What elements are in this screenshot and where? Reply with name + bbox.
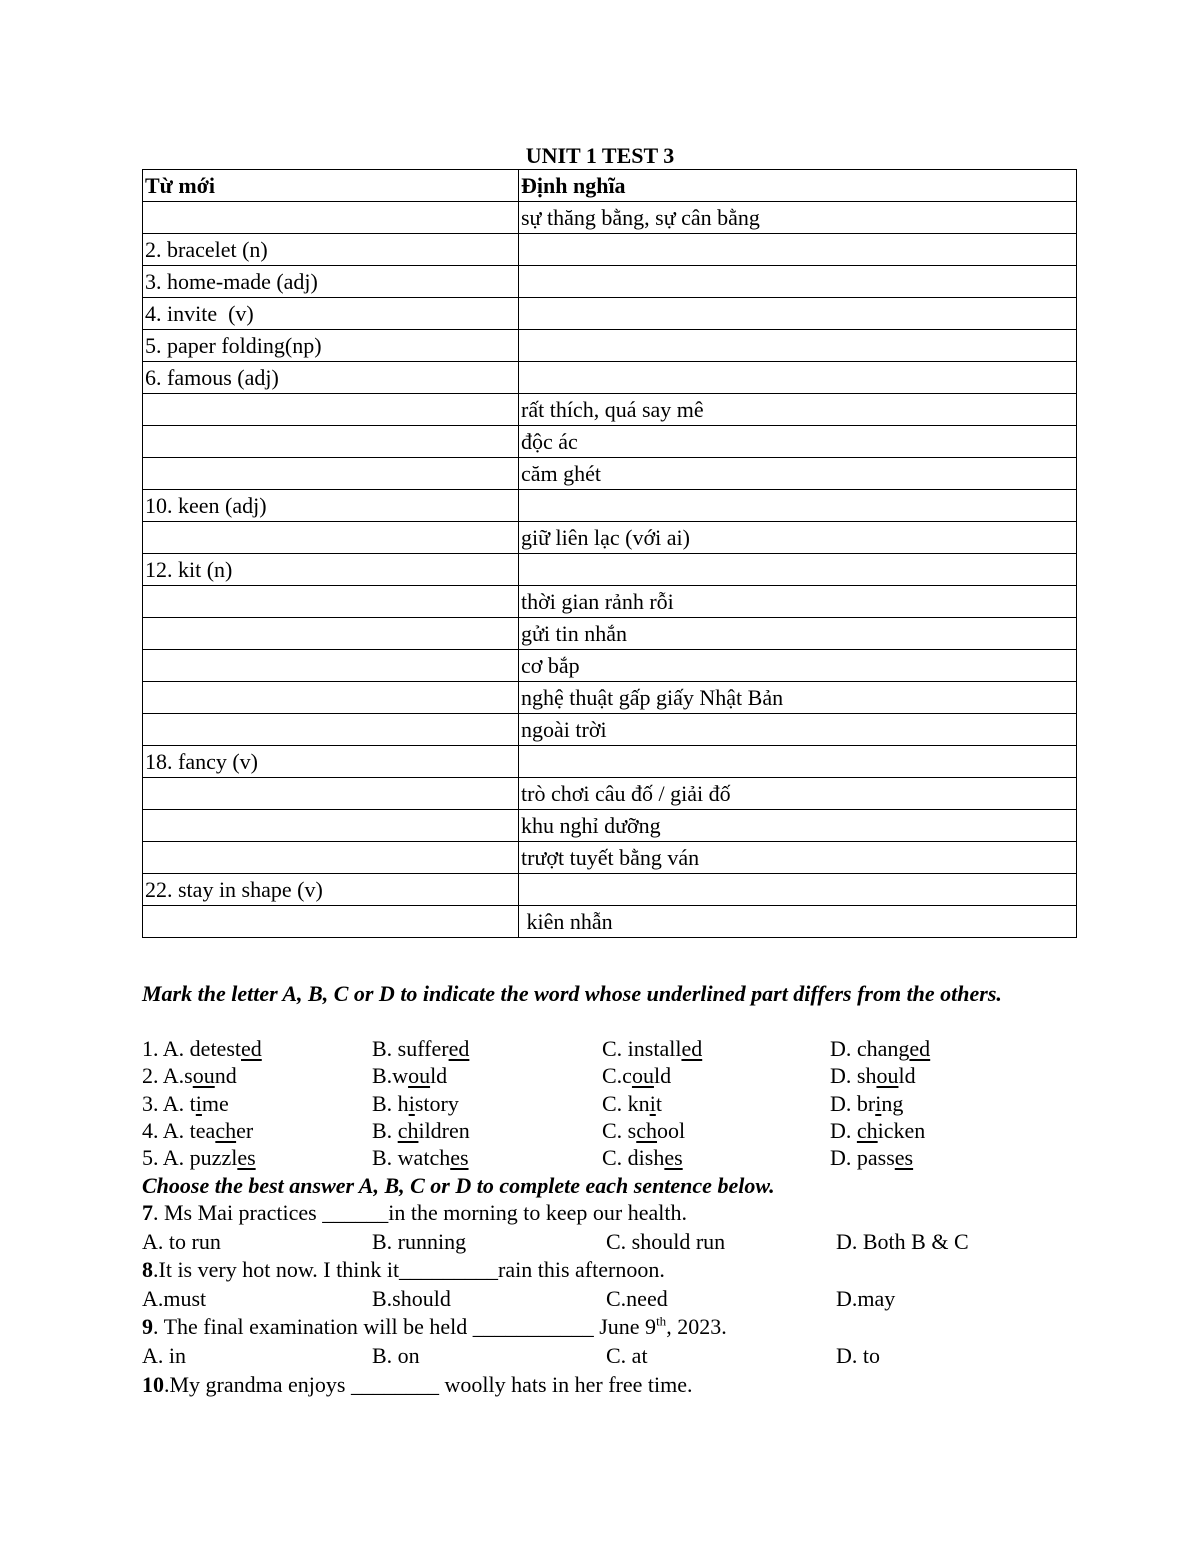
underlined-part: ch xyxy=(636,1117,658,1143)
underlined-part: i xyxy=(875,1090,882,1116)
table-row xyxy=(143,682,1077,714)
grammar-question-8 xyxy=(142,1256,665,1283)
option-text: C. dish xyxy=(602,1145,665,1171)
option-text: icken xyxy=(877,1117,926,1143)
definition-cell: căm ghét xyxy=(519,458,1077,490)
question-number: 9 xyxy=(142,1314,153,1339)
underlined-part: ed xyxy=(448,1036,470,1061)
word-cell: 3. home-made (adj) xyxy=(143,266,519,298)
definition-cell: thời gian rảnh rỗi xyxy=(519,586,1077,618)
word-cell xyxy=(143,778,519,810)
grammar-question-10 xyxy=(142,1371,693,1398)
question-text: , 2023. xyxy=(666,1314,727,1339)
pronunciation-question-2 xyxy=(142,1062,1042,1089)
underlined-part: es xyxy=(237,1145,256,1171)
option-text: B.w xyxy=(372,1063,409,1089)
table-row xyxy=(143,426,1077,458)
definition-cell xyxy=(519,266,1077,298)
definition-cell xyxy=(519,330,1077,362)
option-text: C. s xyxy=(602,1117,637,1143)
underlined-part: ch xyxy=(856,1117,878,1143)
answer-option: D. Both B & C xyxy=(836,1229,969,1254)
word-cell xyxy=(143,650,519,682)
word-cell: 10. keen (adj) xyxy=(143,490,519,522)
definition-cell: giữ liên lạc (với ai) xyxy=(519,522,1077,554)
underlined-part: i xyxy=(195,1090,202,1116)
table-row xyxy=(143,714,1077,746)
answer-option xyxy=(142,1035,262,1062)
option-text: er xyxy=(236,1117,254,1143)
word-cell: 4. invite (v) xyxy=(143,298,519,330)
option-text: D. sh xyxy=(830,1063,877,1089)
word-cell xyxy=(143,426,519,458)
grammar-instruction: Choose the best answer A, B, C or D to complete each sentence below. xyxy=(142,1173,775,1198)
table-row xyxy=(143,586,1077,618)
option-text: me xyxy=(201,1090,229,1116)
answer-option xyxy=(830,1117,925,1144)
answer-option xyxy=(372,1144,469,1171)
table-row xyxy=(143,650,1077,682)
option-text: C. install xyxy=(602,1036,682,1061)
table-row xyxy=(143,202,1077,234)
question-text: .My grandma enjoys ________ woolly hats in her free time. xyxy=(164,1372,693,1397)
table-row xyxy=(143,458,1077,490)
underlined-part: i xyxy=(408,1090,415,1116)
table-header-row xyxy=(143,170,1077,202)
answer-option xyxy=(602,1062,671,1089)
option-text: nd xyxy=(214,1063,237,1089)
option-text: ld xyxy=(430,1063,448,1089)
definition-cell: kiên nhẫn xyxy=(519,906,1077,938)
word-cell xyxy=(143,522,519,554)
question-number: 8 xyxy=(142,1257,153,1282)
option-text: B. h xyxy=(372,1090,409,1116)
table-row xyxy=(143,554,1077,586)
table-row xyxy=(143,842,1077,874)
table-row xyxy=(143,522,1077,554)
definition-cell xyxy=(519,874,1077,906)
underlined-part: es xyxy=(664,1145,683,1171)
option-text: 3. A. t xyxy=(142,1090,196,1116)
option-text: t xyxy=(655,1090,662,1116)
answer-option xyxy=(602,1090,662,1117)
option-text: 5. A. puzzl xyxy=(142,1145,238,1171)
word-cell: 2. bracelet (n) xyxy=(143,234,519,266)
answer-option: A. in xyxy=(142,1343,186,1368)
option-text: ng xyxy=(881,1090,904,1116)
grammar-question-7 xyxy=(142,1199,687,1226)
answer-option: D.may xyxy=(836,1286,896,1311)
option-text: 1. A. detest xyxy=(142,1036,241,1061)
document-title: UNIT 1 TEST 3 xyxy=(525,143,675,168)
table-row xyxy=(143,778,1077,810)
answer-option xyxy=(602,1035,702,1062)
definition-cell xyxy=(519,490,1077,522)
table-row xyxy=(143,298,1077,330)
question-number: 7 xyxy=(142,1200,153,1225)
option-text: D. xyxy=(830,1117,857,1143)
answer-option: D. to xyxy=(836,1343,880,1368)
answer-option xyxy=(142,1144,256,1171)
table-row xyxy=(143,394,1077,426)
word-cell xyxy=(143,714,519,746)
answer-option xyxy=(830,1035,930,1062)
table-row xyxy=(143,362,1077,394)
word-cell: 12. kit (n) xyxy=(143,554,519,586)
answer-option: A.must xyxy=(142,1286,207,1311)
underlined-part: ed xyxy=(909,1036,931,1061)
option-text: B. xyxy=(372,1117,398,1143)
answer-option xyxy=(830,1144,913,1171)
table-row xyxy=(143,618,1077,650)
option-text: D. pass xyxy=(830,1145,895,1171)
option-text: ool xyxy=(657,1117,686,1143)
table-row xyxy=(143,490,1077,522)
pronunciation-question-5 xyxy=(142,1144,1042,1171)
table-row xyxy=(143,906,1077,938)
underlined-part: ou xyxy=(408,1063,431,1089)
option-text: story xyxy=(414,1090,459,1116)
answer-option xyxy=(142,1062,237,1089)
answer-option xyxy=(372,1035,469,1062)
pronunciation-instruction: Mark the letter A, B, C or D to indicate the word whose underlined part differs from the others. xyxy=(142,981,1002,1006)
answer-option: A. to run xyxy=(142,1229,221,1254)
question-text: . The final examination will be held ___________ June 9 xyxy=(153,1314,657,1339)
answer-option: B. running xyxy=(372,1229,467,1254)
option-text: D. chang xyxy=(830,1036,910,1061)
ordinal-suffix: th xyxy=(656,1313,667,1329)
option-text: ildren xyxy=(418,1117,470,1143)
word-cell xyxy=(143,202,519,234)
definition-cell: rất thích, quá say mê xyxy=(519,394,1077,426)
definition-cell: trò chơi câu đố / giải đố xyxy=(519,778,1077,810)
answer-option xyxy=(372,1062,447,1089)
definition-cell: ngoài trời xyxy=(519,714,1077,746)
question-text: . Ms Mai practices ______in the morning to keep our health. xyxy=(153,1200,687,1225)
answer-option: C. should run xyxy=(606,1229,726,1254)
option-text: ld xyxy=(898,1063,916,1089)
definition-cell: cơ bắp xyxy=(519,650,1077,682)
underlined-part: ch xyxy=(215,1117,237,1143)
answer-option: C.need xyxy=(606,1286,668,1311)
underlined-part: ed xyxy=(681,1036,703,1061)
underlined-part: ou xyxy=(192,1063,215,1089)
word-cell xyxy=(143,618,519,650)
option-text: 2. A.s xyxy=(142,1063,193,1089)
header-new-word: Từ mới xyxy=(143,170,519,202)
pronunciation-question-1 xyxy=(142,1035,1042,1062)
grammar-question-9 xyxy=(142,1313,727,1340)
word-cell xyxy=(143,810,519,842)
underlined-part: ed xyxy=(241,1036,262,1061)
word-cell xyxy=(143,586,519,618)
option-text: D. br xyxy=(830,1090,876,1116)
word-cell: 6. famous (adj) xyxy=(143,362,519,394)
table-row xyxy=(143,810,1077,842)
word-cell xyxy=(143,682,519,714)
option-text: B. watch xyxy=(372,1145,451,1171)
pronunciation-question-3 xyxy=(142,1090,1042,1117)
answer-option xyxy=(602,1144,683,1171)
table-row xyxy=(143,266,1077,298)
word-cell xyxy=(143,842,519,874)
question-number: 10 xyxy=(142,1372,164,1397)
definition-cell xyxy=(519,554,1077,586)
answer-option: C. at xyxy=(606,1343,648,1368)
header-definition: Định nghĩa xyxy=(519,170,1077,202)
table-row xyxy=(143,746,1077,778)
underlined-part: es xyxy=(894,1145,914,1171)
answer-option: B. on xyxy=(372,1343,420,1368)
answer-option xyxy=(142,1090,229,1117)
answer-option xyxy=(830,1090,903,1117)
word-cell xyxy=(143,906,519,938)
word-cell xyxy=(143,394,519,426)
answer-option xyxy=(142,1117,253,1144)
table-row xyxy=(143,234,1077,266)
definition-cell xyxy=(519,746,1077,778)
pronunciation-question-4 xyxy=(142,1117,1042,1144)
word-cell: 5. paper folding(np) xyxy=(143,330,519,362)
answer-option xyxy=(372,1117,470,1144)
underlined-part: ch xyxy=(397,1117,419,1143)
underlined-part: es xyxy=(450,1145,469,1171)
definition-cell: khu nghỉ dưỡng xyxy=(519,810,1077,842)
table-row xyxy=(143,330,1077,362)
answer-options-row xyxy=(142,1285,1042,1312)
option-text: C. kn xyxy=(602,1090,650,1116)
underlined-part: i xyxy=(649,1090,656,1116)
word-cell: 22. stay in shape (v) xyxy=(143,874,519,906)
option-text: B. suffer xyxy=(372,1036,449,1061)
table-row xyxy=(143,874,1077,906)
definition-cell: trượt tuyết bằng ván xyxy=(519,842,1077,874)
answer-option xyxy=(602,1117,685,1144)
underlined-part: ou xyxy=(876,1063,899,1089)
answer-options-row xyxy=(142,1342,1042,1369)
word-cell xyxy=(143,458,519,490)
definition-cell: gửi tin nhắn xyxy=(519,618,1077,650)
definition-cell: nghệ thuật gấp giấy Nhật Bản xyxy=(519,682,1077,714)
answer-options-row xyxy=(142,1228,1042,1255)
option-text: ld xyxy=(653,1063,672,1089)
option-text: 4. A. tea xyxy=(142,1117,216,1143)
question-text: .It is very hot now. I think it_________rain this afternoon. xyxy=(153,1257,665,1282)
answer-option: B.should xyxy=(372,1286,451,1311)
definition-cell xyxy=(519,298,1077,330)
definition-cell xyxy=(519,234,1077,266)
answer-option xyxy=(372,1090,459,1117)
answer-option xyxy=(830,1062,916,1089)
option-text: C.c xyxy=(602,1063,632,1089)
vocabulary-table xyxy=(142,169,1077,938)
word-cell: 18. fancy (v) xyxy=(143,746,519,778)
definition-cell xyxy=(519,362,1077,394)
definition-cell: độc ác xyxy=(519,426,1077,458)
underlined-part: ou xyxy=(631,1063,654,1089)
definition-cell: sự thăng bằng, sự cân bằng xyxy=(519,202,1077,234)
